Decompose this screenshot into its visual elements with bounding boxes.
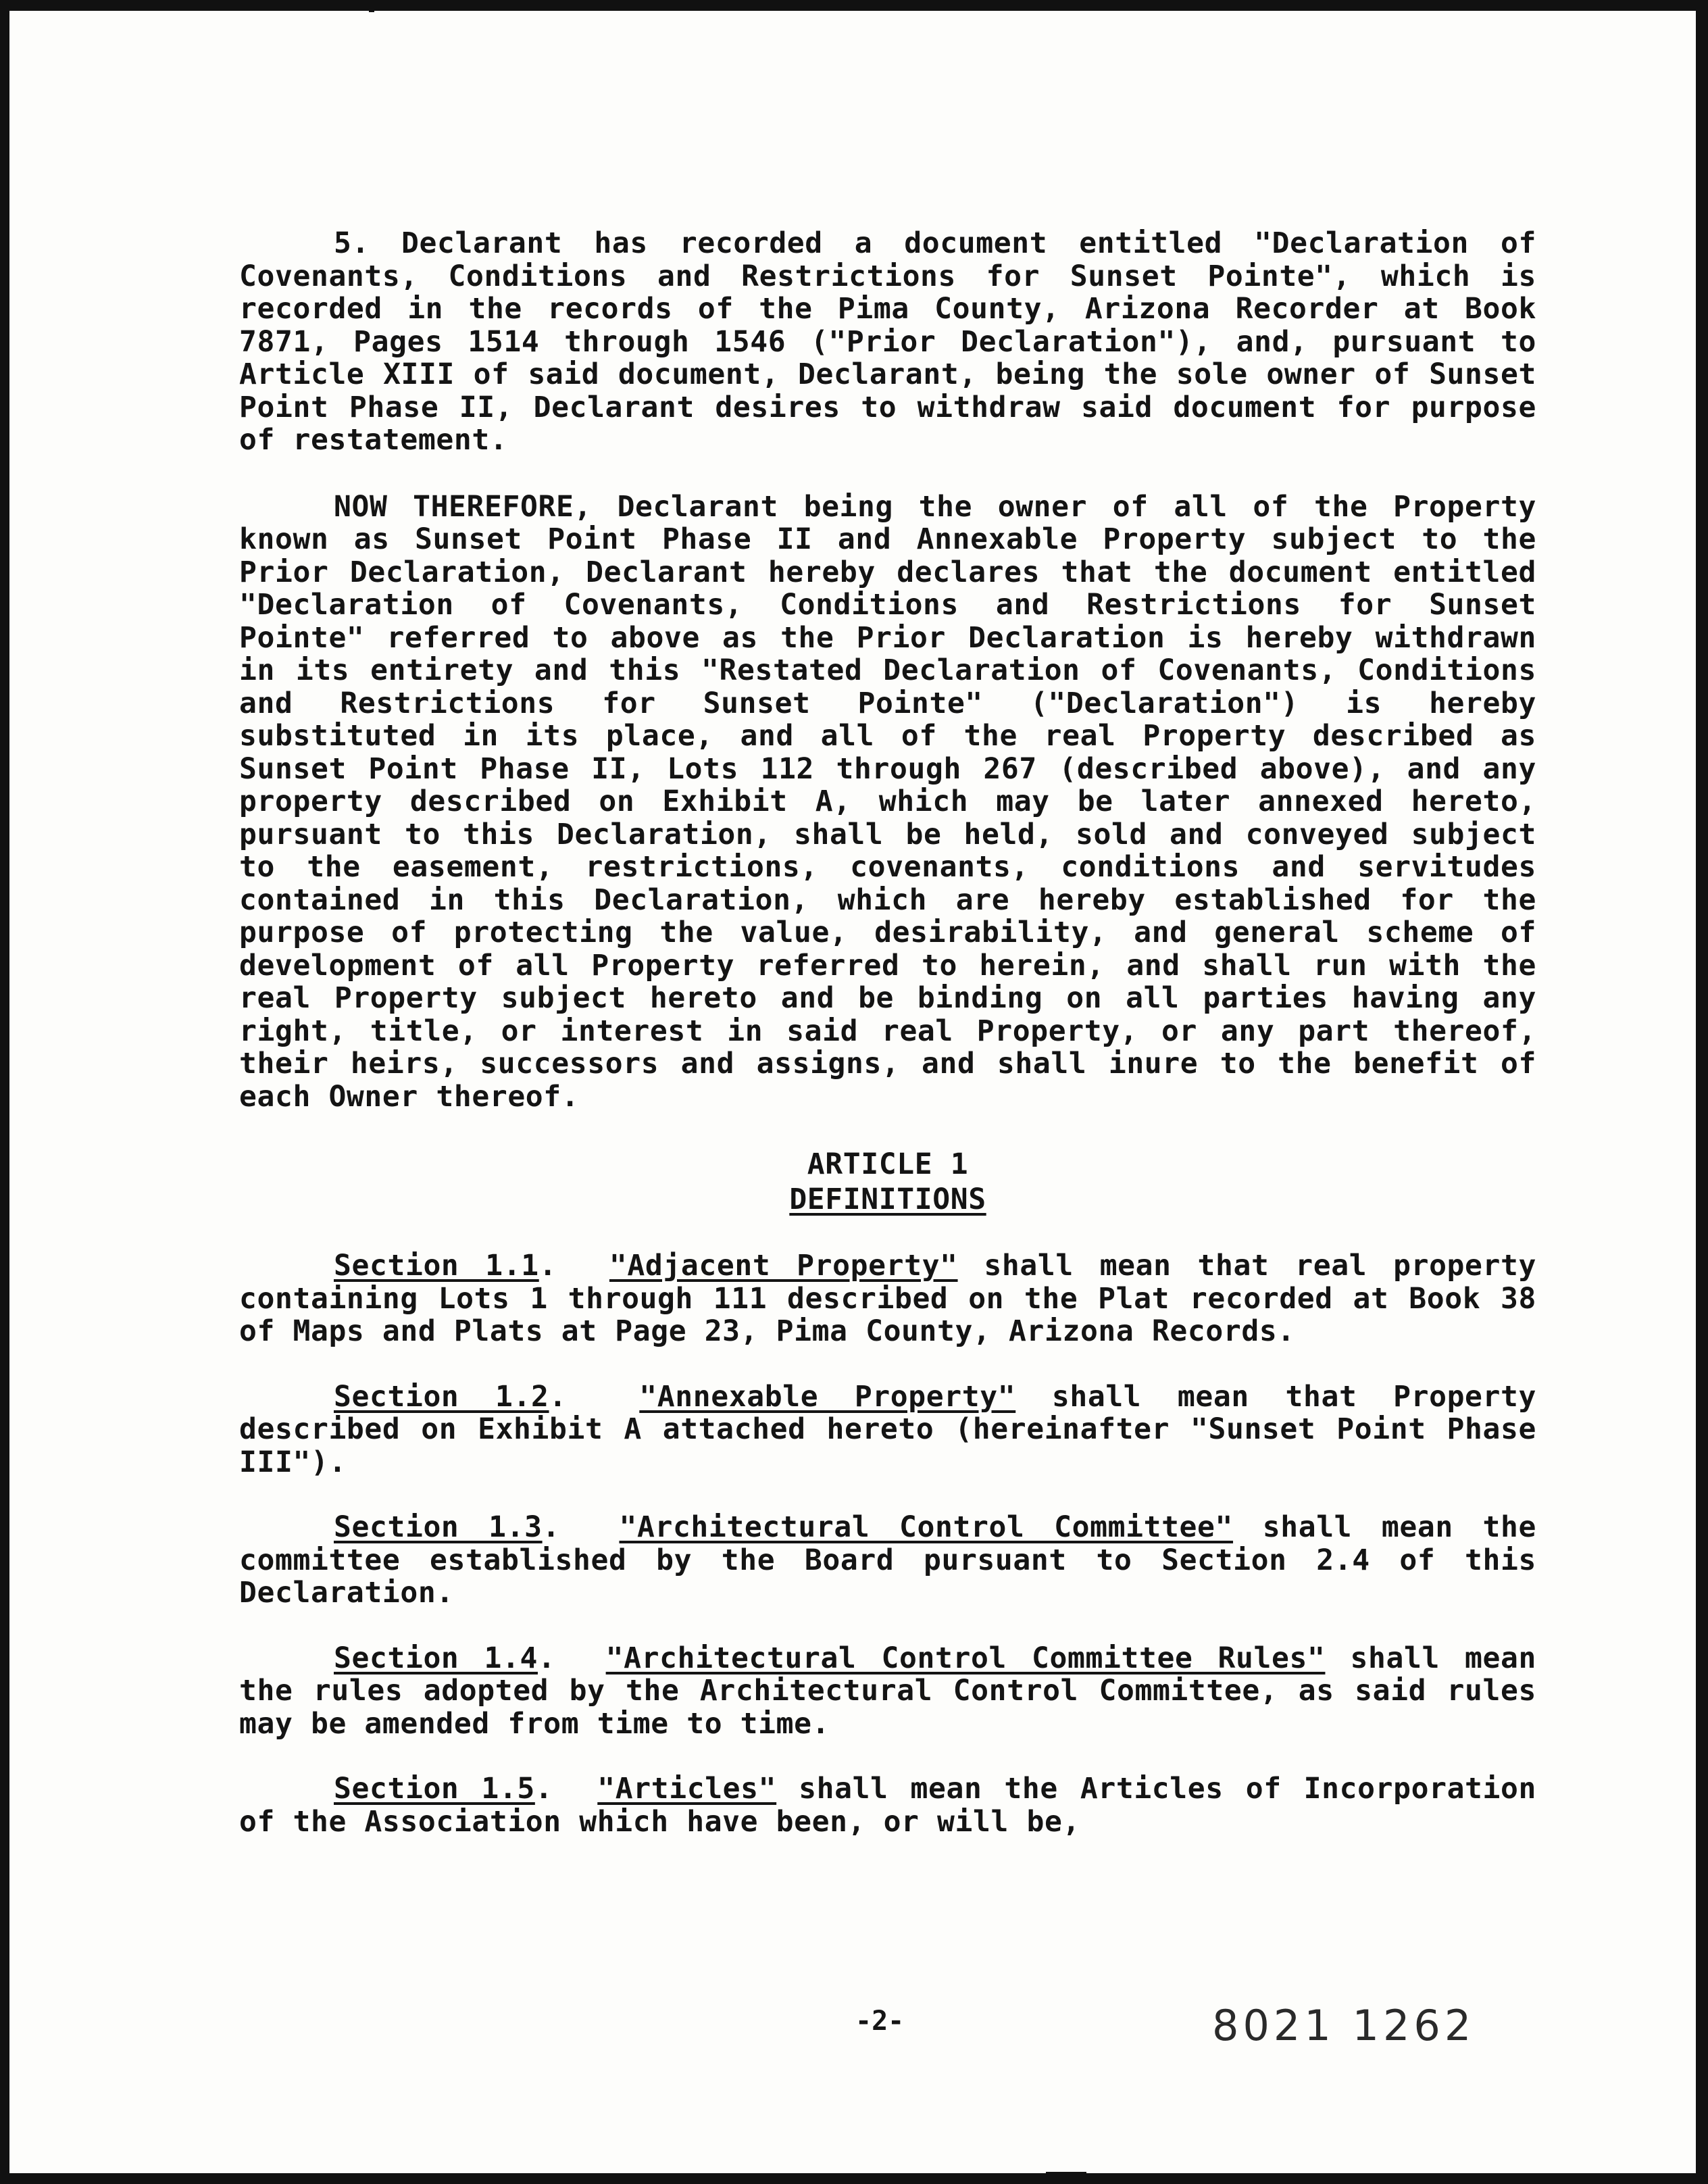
section-1-4: Section 1.4. "Architectural Control Committee Rules" shall mean the rules adopted by the Architectural Control Committee, as said rules may be amended from time to time. [239, 1641, 1537, 1741]
section-term: "Articles" [597, 1772, 777, 1806]
section-label: Section 1.4 [334, 1641, 538, 1675]
section-term: "Annexable Property" [639, 1379, 1016, 1414]
paragraph-5: 5. Declarant has recorded a document entitled "Declaration of Covenants, Conditions and Restrictions for Sunset Pointe", which is recorded in the records of the Pima County, Arizona Recorder at Book 7871, Pages 1514 through 1546 ("Prior Declaration"), and, pursuant to Article XIII of said document, Declarant, being the sole owner of Sunset Point Phase II, Declarant desires to withdraw said document for purpose of restatement. [239, 226, 1536, 457]
section-label: Section 1.2 [334, 1379, 549, 1414]
section-1-2: Section 1.2. "Annexable Property" shall mean that Property described on Exhibit A attached hereto (hereinafter "Sunset Point Phase III"). [239, 1379, 1537, 1479]
section-label: Section 1.3 [334, 1510, 543, 1544]
section-text: shall mean that real property containing Lots 1 through 111 described on the Plat recorded at Book 38 of Maps and Plats at Page 23, Pima County, Arizona Records. [239, 1249, 1536, 1348]
article-heading [239, 1147, 1536, 1217]
section-term: "Architectural Control Committee" [619, 1510, 1234, 1544]
document-body [239, 227, 1536, 1870]
section-text: shall mean that Property described on Exhibit A attached hereto (hereinafter "Sunset Point Phase III"). [239, 1379, 1537, 1479]
document-number: 8021 1262 [1212, 2001, 1476, 2050]
section-term: "Architectural Control Committee Rules" [605, 1641, 1326, 1675]
paragraph-now-therefore: NOW THEREFORE, Declarant being the owner of all of the Property known as Sunset Point Phase II and Annexable Property subject to the Prior Declaration, Declarant hereby declares that the document entitled "Declaration of Covenants, Conditions and Restrictions for Sunset Pointe" referred to above as the Prior Declaration is hereby withdrawn in its entirety and this "Restated Declaration of Covenants, Conditions and Restrictions for Sunset Pointe" ("Declaration") is hereby substituted in its place, and all of the real Property described as Sunset Point Phase II, Lots 112 through 267 (described above), and any property described on Exhibit A, which may be later annexed hereto, pursuant to this Declaration, shall be held, sold and conveyed subject to the easement, restrictions, covenants, conditions and servitudes contained in this Declaration, which are hereby established for the purpose of protecting the value, desirability, and general scheme of development of all Property referred to herein, and shall run with the real Property subject hereto and be binding on all parties having any right, title, or interest in said real Property, or any part thereof, their heirs, successors and assigns, and shall inure to the benefit of each Owner thereof. [239, 489, 1536, 1114]
article-number: ARTICLE 1 [807, 1147, 969, 1181]
article-title: DEFINITIONS [789, 1183, 986, 1216]
scan-edge-mark [369, 0, 374, 12]
section-text: shall mean the committee established by the Board pursuant to Section 2.4 of this Declaration. [239, 1510, 1536, 1610]
section-1-1: Section 1.1. "Adjacent Property" shall mean that real property containing Lots 1 through 111 described on the Plat recorded at Book 38 of Maps and Plats at Page 23, Pima County, Arizona Records. [239, 1249, 1536, 1348]
section-text: shall mean the rules adopted by the Architectural Control Committee, as said rules may be amended from time to time. [239, 1641, 1537, 1741]
section-label: Section 1.1 [334, 1249, 539, 1283]
section-label: Section 1.5 [334, 1772, 535, 1806]
scan-edge-mark [1046, 2172, 1086, 2184]
section-1-3: Section 1.3. "Architectural Control Committee" shall mean the committee established by the Board pursuant to Section 2.4 of this Declaration. [239, 1510, 1536, 1610]
section-term: "Adjacent Property" [609, 1249, 958, 1283]
section-text: shall mean the Articles of Incorporation of the Association which have been, or will be, [239, 1772, 1537, 1839]
page-number: -2- [855, 2006, 905, 2037]
document-page [9, 11, 1696, 2173]
section-1-5: Section 1.5. "Articles" shall mean the Articles of Incorporation of the Association which have been, or will be, [239, 1772, 1537, 1839]
